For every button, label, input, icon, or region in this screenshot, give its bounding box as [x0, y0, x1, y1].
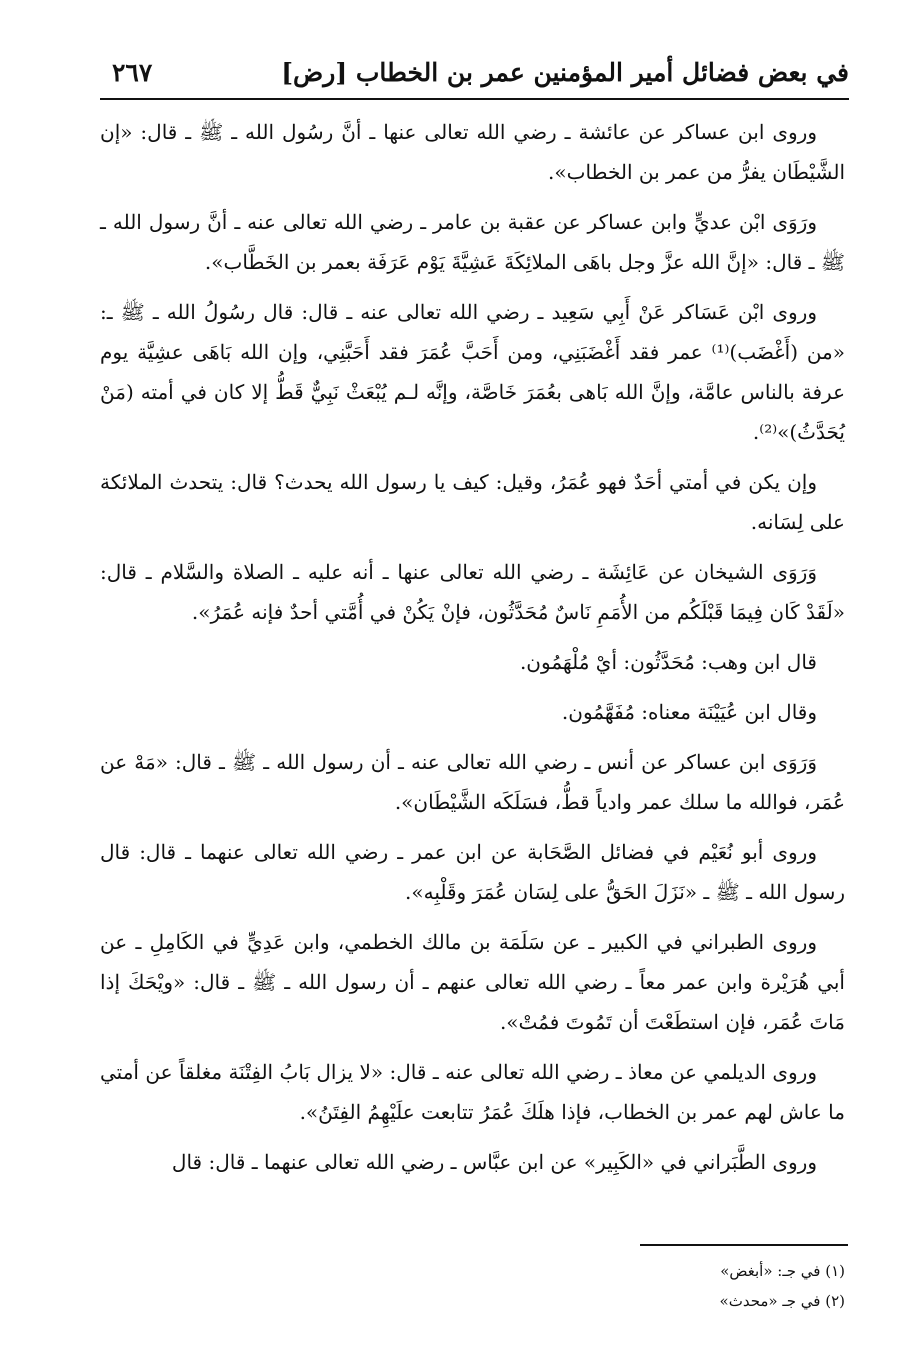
paragraph: وروى ابْن عَسَاكر عَنْ أَبِي سَعِيد ـ رضي الله تعالى عنه ـ قال: قال رسُولُ الله ـ ﷺ ـ: «من (أَغْضَب)⁽¹⁾ عمر فقد أَغْضَبَنِي، ومن أَحَبَّ عُمَرَ فقد أَحَبَّنِي، وإن الله بَاهَى عشِيَّة يوم عرفة بالناس عامَّة، وإنَّ الله بَاهى بعُمَرَ خَاصَّة، وإنَّه لـم يُبْعَثْ نَبِيٌّ قَطُّ إلا كان في أمته (مَنْ يُحَدَّثُ)»⁽²⁾. — [100, 300, 845, 444]
paragraph: وقال ابن عُيَيْنَة معناه: مُفَهَّمُون. — [561, 700, 817, 724]
header-title: في بعض فضائل أمير المؤمنين عمر بن الخطاب [رض] — [281, 58, 849, 87]
paragraph: ورَوَى ابْن عديٍّ وابن عساكر عن عقبة بن عامر ـ رضي الله تعالى عنه ـ أنَّ رسول الله ـ ﷺ ـ قال: «إنَّ الله عزَّ وجل باهَى الملائِكَةَ عَشِيَّةَ يَوْم عَرَفَة بعمر بن الخَطَّاب». — [100, 210, 845, 274]
page-number: ٢٦٧ — [112, 58, 153, 87]
paragraph: وروى أبو نُعَيْم في فضائل الصَّحَابة عن ابن عمر ـ رضي الله تعالى عنهما ـ قال: قال رسول الله ـ ﷺ ـ «نَزَلَ الحَقُّ على لِسَان عُمَرَ وقَلْبِه». — [100, 840, 845, 904]
footnotes — [100, 1256, 845, 1316]
header-rule — [100, 98, 849, 100]
paragraph: وَرَوَى ابن عساكر عن أنس ـ رضي الله تعالى عنه ـ أن رسول الله ـ ﷺ ـ قال: «مَهْ عن عُمَر، فوالله ما سلك عمر وادياً قطُّ، فسَلَكَه الشَّيْطَان». — [100, 750, 845, 814]
running-header — [100, 50, 849, 98]
paragraph: وروى الطَّبَراني في «الكَبِير» عن ابن عبَّاس ـ رضي الله تعالى عنهما ـ قال: قال — [171, 1150, 817, 1174]
footnote-rule — [640, 1244, 848, 1246]
paragraph: قال ابن وهب: مُحَدَّثُون: أيْ مُلْهَمُون. — [519, 650, 817, 674]
footnote: (١) في جـ: «أبغض» — [720, 1262, 845, 1280]
paragraph: وَرَوَى الشيخان عن عَائِشَة ـ رضي الله تعالى عنها ـ أنه عليه ـ الصلاة والسَّلام ـ قال: «لَقَدْ كَان فِيمَا قَبْلَكُم من الأُمَمِ نَاسٌ مُحَدَّثُون، فإنْ يَكُنْ في أُمَّتي أحدٌ فإنه عُمَرُ». — [100, 560, 845, 624]
paragraph: وروى الطبراني في الكبير ـ عن سَلَمَة بن مالك الخطمي، وابن عَدِيٍّ في الكَامِلِ ـ عن أبي هُرَيْرة وابن عمر معاً ـ رضي الله تعالى عنهم ـ أن رسول الله ـ ﷺ ـ قال: «ويْحَكَ إذا مَاتَ عُمَر، فإن استطَعْتَ أن تَمُوتَ فمُتْ». — [100, 930, 845, 1034]
paragraph: وروى الديلمي عن معاذ ـ رضي الله تعالى عنه ـ قال: «لا يزال بَابُ الفِتْنَة مغلقاً عن أمتي ما عاش لهم عمر بن الخطاب، فإذا هلَكَ عُمَرُ تتابعت علَيْهِمُ الفِتَنُ». — [100, 1060, 845, 1124]
paragraph: وإن يكن في أمتي أحَدٌ فهو عُمَرُ، وقيل: كيف يا رسول الله يحدث؟ قال: يتحدث الملائكة على لِسَانه. — [100, 470, 845, 534]
footnote: (٢) في جـ «محدث» — [719, 1292, 845, 1310]
body-text — [100, 112, 845, 1192]
paragraph: وروى ابن عساكر عن عائشة ـ رضي الله تعالى عنها ـ أنَّ رسُول الله ـ ﷺ ـ قال: «إن الشَّيْطَان يفرُّ من عمر بن الخطاب». — [100, 120, 845, 184]
